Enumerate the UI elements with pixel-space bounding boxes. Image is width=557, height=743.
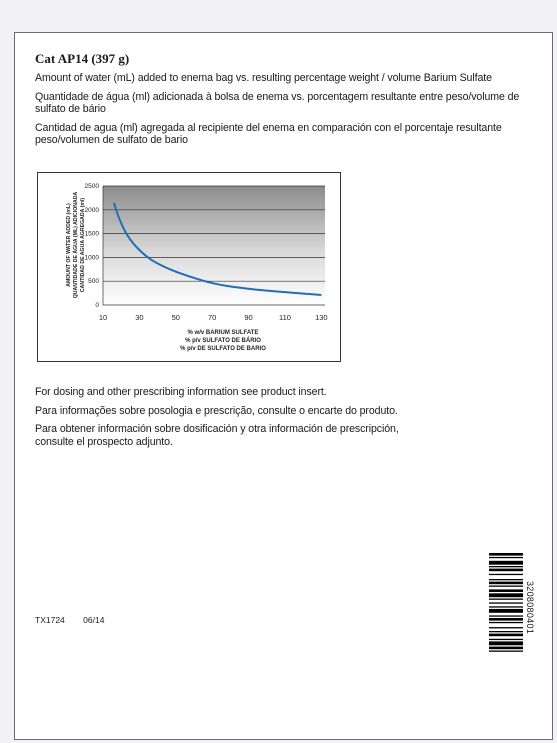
barcode-icon — [489, 553, 529, 683]
barcode-bar — [489, 553, 523, 556]
x-tick-label: 110 — [278, 313, 291, 322]
barcode-bar — [489, 615, 523, 616]
x-axis-label — [180, 330, 266, 352]
barcode-bar — [489, 634, 523, 637]
barcode-bar — [489, 599, 523, 600]
description-spanish: Cantidad de agua (ml) agregada al recipiente del enema en comparación con el porcentaje resultante peso/volumen de sulfato de bario — [35, 121, 502, 146]
barcode-bar — [489, 609, 523, 613]
barcode-bar — [489, 593, 523, 597]
header-block — [35, 51, 525, 153]
barcode-bar — [489, 618, 523, 621]
barcode-bar — [489, 639, 523, 640]
barcode-bar — [489, 589, 523, 592]
y-axis-label-english: AMOUNT OF WATER ADDED (mL) — [66, 203, 72, 287]
barcode-bar — [489, 627, 523, 628]
barcode-bar — [489, 651, 523, 652]
barcode-bar — [489, 641, 523, 645]
barcode-bar — [489, 569, 523, 572]
product-title: Cat AP14 (397 g) — [35, 51, 130, 66]
barcode-bar — [489, 606, 523, 607]
barcode-bar — [489, 602, 523, 603]
label-card — [14, 32, 553, 740]
x-tick-label: 90 — [244, 313, 253, 322]
description-english: Amount of water (mL) added to enema bag vs. resulting percentage weight / volume Barium Sulfate — [35, 72, 492, 84]
info-spanish: Para obtener información sobre dosificación y otra información de prescripción, consulte el prospecto adjunto. — [35, 423, 399, 448]
barcode-bar — [489, 622, 523, 623]
info-portuguese: Para informações sobre posologia e prescrição, consulte o encarte do produto. — [35, 404, 398, 417]
info-english: For dosing and other prescribing information see product insert. — [35, 386, 327, 398]
prescribing-info — [35, 386, 535, 454]
y-tick-label: 0 — [95, 302, 99, 309]
y-tick-label: 2500 — [84, 183, 99, 190]
y-axis-label-spanish: CANTIDAD DE AGUA AGREGADA (ml) — [80, 197, 86, 293]
x-tick-label: 10 — [98, 313, 108, 322]
y-tick-labels — [85, 183, 100, 309]
y-tick-label: 500 — [88, 278, 99, 286]
barcode-bar — [489, 561, 523, 565]
y-tick-label: 1500 — [84, 230, 99, 238]
x-tick-labels — [99, 313, 328, 322]
x-tick-label: 70 — [208, 313, 217, 322]
y-tick-label: 2000 — [84, 206, 99, 214]
barcode-bar — [489, 647, 523, 650]
barcode-bar — [489, 586, 523, 587]
barcode-bar — [489, 566, 523, 567]
barcode-bar — [489, 557, 523, 558]
x-tick-label: 50 — [171, 313, 180, 322]
barcode-bar — [489, 631, 523, 632]
footer-code — [35, 615, 120, 625]
barcode-bar — [489, 579, 523, 580]
y-axis-label — [66, 191, 86, 298]
x-tick-label: 130 — [315, 313, 328, 322]
barcode-bar — [489, 582, 523, 585]
document-date: 06/14 — [83, 615, 105, 625]
barcode-number: 3208080401 — [525, 581, 535, 635]
y-axis-label-portuguese: QUANTIDADE DE ÁGUA (ML) ADICIONADA — [73, 191, 79, 299]
x-axis-label-portuguese: % p/v SULFATO DE BÁRIO — [185, 338, 261, 344]
document-code: TX1724 — [35, 615, 65, 625]
x-tick-label: 30 — [135, 313, 144, 322]
chart-svg — [38, 173, 340, 361]
y-tick-label: 1000 — [84, 254, 99, 262]
dilution-chart — [37, 172, 341, 362]
barcode-bar — [489, 574, 523, 575]
x-axis-label-english: % w/v BARIUM SULFATE — [187, 330, 259, 336]
x-axis-label-spanish: % p/v DE SULFATO DE BARIO — [180, 346, 266, 352]
description-portuguese: Quantidade de água (ml) adicionada à bolsa de enema vs. porcentagem resultante entre peso/volume de sulfato de bário — [35, 90, 520, 115]
